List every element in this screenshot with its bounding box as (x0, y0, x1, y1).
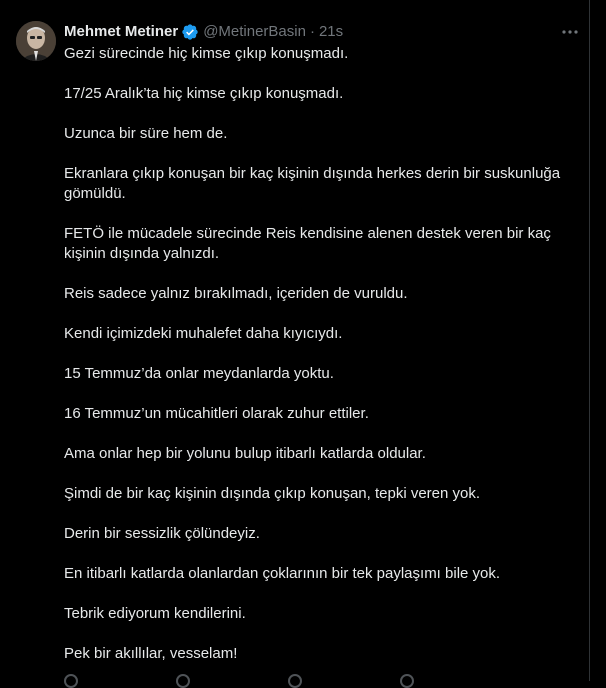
tweet-paragraph: Tebrik ediyorum kendilerini. (64, 605, 246, 622)
action-bar (64, 674, 576, 688)
reply-icon[interactable] (64, 674, 78, 688)
tweet-timestamp[interactable]: 21s (318, 23, 344, 40)
tweet-paragraph: 16 Temmuz’un mücahitleri olarak zuhur ettiler. (64, 405, 369, 422)
tweet-paragraph: Reis sadece yalnız bırakılmadı, içeriden de vuruldu. (64, 285, 408, 302)
verified-badge-icon (181, 23, 199, 41)
tweet-paragraph: Şimdi de bir kaç kişinin dışında çıkıp konuşan, tepki veren yok. (64, 485, 481, 502)
tweet-paragraph: 15 Temmuz’da onlar meydanlarda yoktu. (64, 365, 334, 382)
author-name[interactable]: Mehmet Metiner (64, 23, 179, 40)
avatar[interactable] (16, 21, 56, 61)
separator-dot: · (309, 23, 315, 40)
avatar-photo (16, 21, 56, 61)
tweet-paragraph: Uzunca bir süre hem de. (64, 125, 228, 142)
tweet-paragraph: Ekranlara çıkıp konuşan bir kaç kişinin dışında herkes derin bir suskunluğa gömüldü. (64, 165, 565, 202)
tweet-paragraph: 17/25 Aralık’ta hiç kimse çıkıp konuşmadı. (64, 85, 344, 102)
author-handle[interactable]: @MetinerBasin (203, 23, 306, 40)
tweet-paragraph: FETÖ ile mücadele sürecinde Reis kendisine alenen destek veren bir kaç kişinin dışında yalnızdı. (64, 225, 556, 262)
tweet-paragraph: Derin bir sessizlik çölündeyiz. (64, 525, 260, 542)
more-options-icon[interactable] (560, 24, 580, 40)
tweet-paragraph: Kendi içimizdeki muhalefet daha kıyıcıydı. (64, 325, 343, 342)
tweet-paragraph: Pek bir akıllılar, vesselam! (64, 645, 238, 662)
views-icon[interactable] (400, 674, 414, 688)
tweet-text (64, 44, 576, 684)
tweet-paragraph: Gezi sürecinde hiç kimse çıkıp konuşmadı. (64, 45, 349, 62)
like-icon[interactable] (288, 674, 302, 688)
repost-icon[interactable] (176, 674, 190, 688)
tweet-paragraph: En itibarlı katlarda olanlardan çoklarının bir tek paylaşımı bile yok. (64, 565, 501, 582)
tweet-paragraph: Ama onlar hep bir yolunu bulup itibarlı katlarda oldular. (64, 445, 426, 462)
tweet-header (64, 22, 343, 42)
